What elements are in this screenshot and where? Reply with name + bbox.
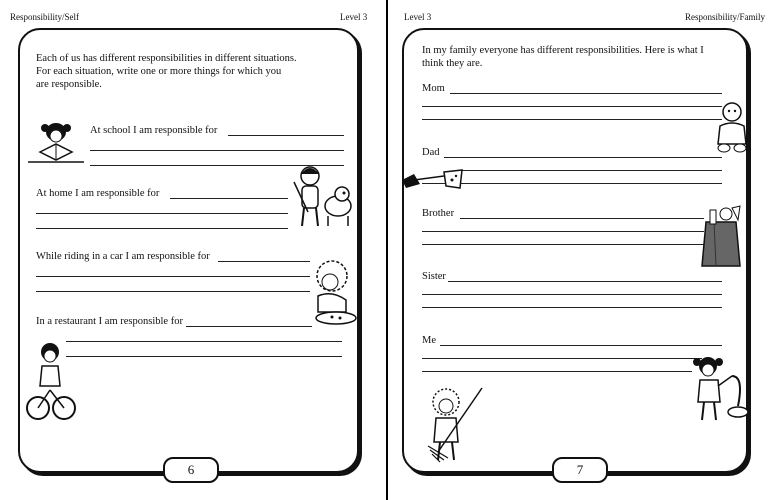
answer-line[interactable] <box>422 294 722 295</box>
answer-line[interactable] <box>186 326 312 327</box>
child-eating-illustration <box>300 256 358 326</box>
page-spine <box>386 0 388 500</box>
label-dad: Dad <box>422 147 440 158</box>
answer-line[interactable] <box>36 291 310 292</box>
girl-reading-illustration <box>26 118 86 166</box>
answer-line[interactable] <box>66 341 342 342</box>
prompt-school: At school I am responsible for <box>90 125 218 136</box>
prompt-home: At home I am responsible for <box>36 188 160 199</box>
right-running-header: Responsibility/Family <box>685 12 766 22</box>
answer-line[interactable] <box>36 276 310 277</box>
intro-line: Each of us has different responsibilities in different situations. <box>36 53 297 64</box>
answer-line[interactable] <box>444 157 722 158</box>
answer-line[interactable] <box>422 244 704 245</box>
answer-line[interactable] <box>462 170 722 171</box>
answer-line[interactable] <box>422 119 722 120</box>
answer-line[interactable] <box>440 345 722 346</box>
answer-line[interactable] <box>422 231 704 232</box>
intro-line: In my family everyone has different responsibilities. Here is what I <box>422 45 704 56</box>
left-page-number: 6 <box>163 457 219 483</box>
answer-line[interactable] <box>218 261 310 262</box>
answer-line[interactable] <box>422 183 722 184</box>
answer-line[interactable] <box>66 356 342 357</box>
left-level-label: Level 3 <box>340 12 368 22</box>
girl-vacuuming-illustration <box>692 356 750 424</box>
girl-on-bicycle-illustration <box>26 340 76 426</box>
left-running-header: Responsibility/Self <box>10 12 80 22</box>
answer-line[interactable] <box>90 150 344 151</box>
intro-line: For each situation, write one or more things for which you <box>36 66 282 77</box>
answer-line[interactable] <box>450 93 722 94</box>
grocery-bag-illustration <box>700 204 746 268</box>
answer-line[interactable] <box>448 281 722 282</box>
answer-line[interactable] <box>460 218 704 219</box>
label-brother: Brother <box>422 208 455 219</box>
boy-with-dog-illustration <box>290 162 356 232</box>
answer-line[interactable] <box>422 358 702 359</box>
answer-line[interactable] <box>36 213 288 214</box>
intro-line: think they are. <box>422 58 483 69</box>
left-intro-text <box>36 52 297 91</box>
prompt-restaurant: In a restaurant I am responsible for <box>36 316 183 327</box>
broom-and-dustpan-illustration <box>400 168 466 194</box>
answer-line[interactable] <box>422 371 692 372</box>
answer-line[interactable] <box>170 198 288 199</box>
label-sister: Sister <box>422 271 446 282</box>
label-me: Me <box>422 335 436 346</box>
child-raking-illustration <box>426 386 486 466</box>
answer-line[interactable] <box>422 106 722 107</box>
right-page-number: 7 <box>552 457 608 483</box>
answer-line[interactable] <box>36 228 288 229</box>
baby-illustration <box>714 100 750 156</box>
answer-line[interactable] <box>228 135 344 136</box>
prompt-car: While riding in a car I am responsible for <box>36 251 210 262</box>
answer-line[interactable] <box>422 307 722 308</box>
right-intro-text <box>422 44 704 70</box>
label-mom: Mom <box>422 83 445 94</box>
intro-line: are responsible. <box>36 79 102 90</box>
right-level-label: Level 3 <box>404 12 432 22</box>
